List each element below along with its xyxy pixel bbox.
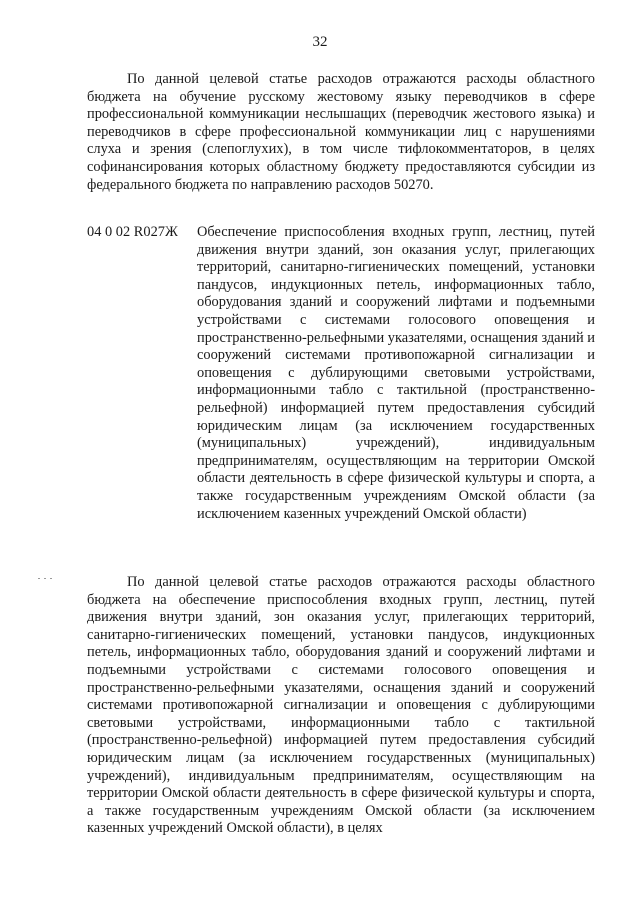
budget-code-description: Обеспечение приспособления входных групп, лестниц, путей движения внутри зданий, зон оказания услуг, прилегающих территорий, санитарно-гигиенических помещений, установки пандусов, индукционных петель, информационных табло, оборудования зданий и сооружений лифтами и подъемными устройствами с системами голосового оповещения и пространственно-рельефными указателями, оснащения зданий и сооружений системами противопожарной сигнализации и оповещения с дублирующими световыми устройствами, информационными табло с тактильной (пространственно-рельефной) информацией путем предоставления субсидий юридическим лицам (за исключением государственных (муниципальных) учреждений), индивидуальным предпринимателям, осуществляющим на территории Омской области деятельность в сфере физической культуры и спорта, а также государственным учреждениям Омской области (за исключением казенных учреждений Омской области) bbox=[197, 224, 595, 522]
paragraph-r027-description: По данной целевой статье расходов отражаются расходы областного бюджета на обеспечение приспособления входных групп, лестниц, путей движения внутри зданий, зон оказания услуг, прилегающих территорий, санитарно-гигиенических помещений, установки пандусов, индукционных петель, информационных табло, оборудования зданий и сооружений лифтами и подъемными устройствами с системами голосового оповещения и пространственно-рельефными указателями, оснащения зданий и сооружений системами противопожарной сигнализации и оповещения с дублирующими световыми устройствами, информационными табло с тактильной (пространственно-рельефной) информацией путем предоставления субсидий юридическим лицам (за исключением государственных (муниципальных) учреждений), индивидуальным предпринимателям, осуществляющим на территории Омской области деятельность в сфере физической культуры и спорта, а также государственным учреждениям Омской области (за исключением казенных учреждений Омской области), в целях bbox=[87, 574, 595, 837]
page-number: 32 bbox=[312, 34, 328, 50]
scan-artifact bbox=[38, 571, 60, 573]
budget-classification-code: 04 0 02 R027Ж bbox=[87, 224, 178, 240]
paragraph-50270-description: По данной целевой статье расходов отражаются расходы областного бюджета на обучение русскому жестовому языку переводчиков в сфере профессиональной коммуникации неслышащих (переводчик жестового языка) и переводчиков в сфере профессиональной коммуникации лиц с нарушениями слуха и зрения (слепоглухих), в том числе тифлокомментаторов, в целях софинансирования которых областному бюджету предоставляются субсидии из федерального бюджета по направлению расходов 50270. bbox=[87, 71, 595, 193]
